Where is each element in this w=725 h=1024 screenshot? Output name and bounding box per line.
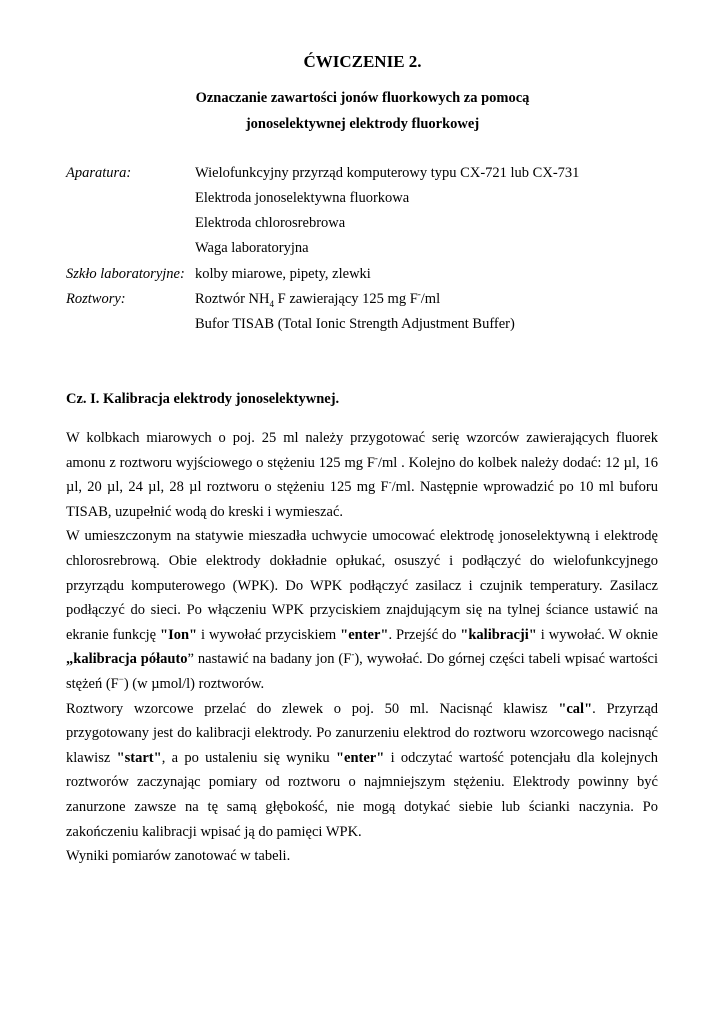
p2-text-c: . Przejść do [388,626,461,643]
paragraph-1 [66,426,658,524]
p3-enter: "enter" [335,749,385,766]
subtitle-line-2: jonoselektywnej elektrody fluorkowej [245,116,480,132]
p3-text-d: i odczytać wartość potencjału dla kolejnych roztworów zaczynając pomiary od roztworu o najmniejszym stężeniu. Elektrody powinny być zanurzone zawsze na tę samą głębokość, nie mogą dotykać siebie lub ścianki naczynia. Po zakończeniu kalibracji wpisać ją do pamięci WPK. [66,749,658,840]
p2-sup-1: - [351,649,355,660]
p3-start: "start" [116,749,162,766]
roztwory-item-1-superscript: - [417,289,421,300]
roztwory-item-1-part-b: F zawierający 125 mg F [274,291,418,307]
p1-sup-2: - [388,477,392,488]
p2-sup-2: − [118,674,124,685]
p3-text-b: . Przyrząd przygotowany jest do kalibracji elektrody. Po zanurzeniu elektrod do roztworu wzorcowego nacisnąć klawisz [66,700,659,766]
aparatura-item-1: Wielofunkcyjny przyrząd komputerowy typu CX-721 lub CX-731 [195,165,580,181]
p2-text-d: i wywołać. W oknie [536,626,658,643]
p2-text-g: ) (w µmol/l) roztworów. [123,675,265,692]
p2-kalibracja-polauto: „kalibracja półauto [66,651,188,668]
p1-text-a: W kolbkach miarowych o poj. 25 ml należy przygotować serię wzorców zawierających fluorek amonu z roztworu wyjściowego o stężeniu 125 mg F [66,430,658,471]
roztwory-item-1 [195,291,440,308]
szklo-label: Szkło laboratoryjne: [66,266,185,282]
aparatura-label: Aparatura: [66,165,132,181]
section-heading: Cz. I. Kalibracja elektrody jonoselektywnej. [66,391,340,407]
p2-ion: "Ion" [160,626,198,643]
p1-text-b: /ml . Kolejno do kolbek należy dodać: 12 µl, 16 µl, 20 µl, 24 µl, 28 µl roztworu o stężeniu 125 mg F [66,454,658,496]
p2-kalibracji: "kalibracji" [460,626,537,643]
paragraph-4: Wyniki pomiarów zanotować w tabeli. [66,848,291,865]
aparatura-item-4: Waga laboratoryjna [195,240,309,256]
p2-text-f: ), wywołać. Do górnej części tabeli wpisać wartości stężeń (F [66,651,658,692]
p3-text-a: Roztwory wzorcowe przelać do zlewek o poj. 50 ml. Nacisnąć klawisz [66,700,559,717]
p3-cal: "cal" [558,700,593,717]
p1-sup-1: - [374,452,378,463]
p2-text-e: ” nastawić na badany jon (F [187,651,352,668]
roztwory-item-1-subscript: 4 [269,298,275,309]
page-title: ĆWICZENIE 2. [303,52,422,71]
aparatura-item-3: Elektroda chlorosrebrowa [195,215,346,231]
p1-text-c: /ml. Następnie wprowadzić po 10 ml buforu TISAB, uzupełnić wodą do kreski i wymieszać. [66,479,658,520]
p3-text-c: , a po ustaleniu się wyniku [161,749,336,766]
paragraph-3 [66,697,658,845]
roztwory-item-2: Bufor TISAB (Total Ionic Strength Adjustment Buffer) [195,316,515,332]
szklo-value: kolby miarowe, pipety, zlewki [195,266,371,282]
roztwory-item-1-part-a: Roztwór NH [195,291,270,307]
subtitle-line-1: Oznaczanie zawartości jonów fluorkowych za pomocą [195,90,530,106]
p2-text-a: W umieszczonym na statywie mieszadła uchwycie umocować elektrodę jonoselektywną i elektrodę chlorosrebrową. Obie elektrody dokładnie opłukać, osuszyć i podłączyć do wielofunkcyjnego przyrządu komputerowego (WPK). Do WPK podłączyć zasilacz i czujnik temperatury. Zasilacz podłączyć do sieci. Po włączeniu WPK przyciskiem znajdującym się na tylnej ściance ustawić na ekranie funkcję [66,528,658,643]
body-text [66,426,658,869]
p2-enter: "enter" [340,626,389,643]
paragraph-2 [66,524,658,696]
aparatura-item-2: Elektroda jonoselektywna fluorkowa [195,190,410,206]
roztwory-label: Roztwory: [66,291,126,307]
p2-text-b: i wywołać przyciskiem [197,626,341,643]
roztwory-item-1-part-c: /ml [420,291,441,307]
